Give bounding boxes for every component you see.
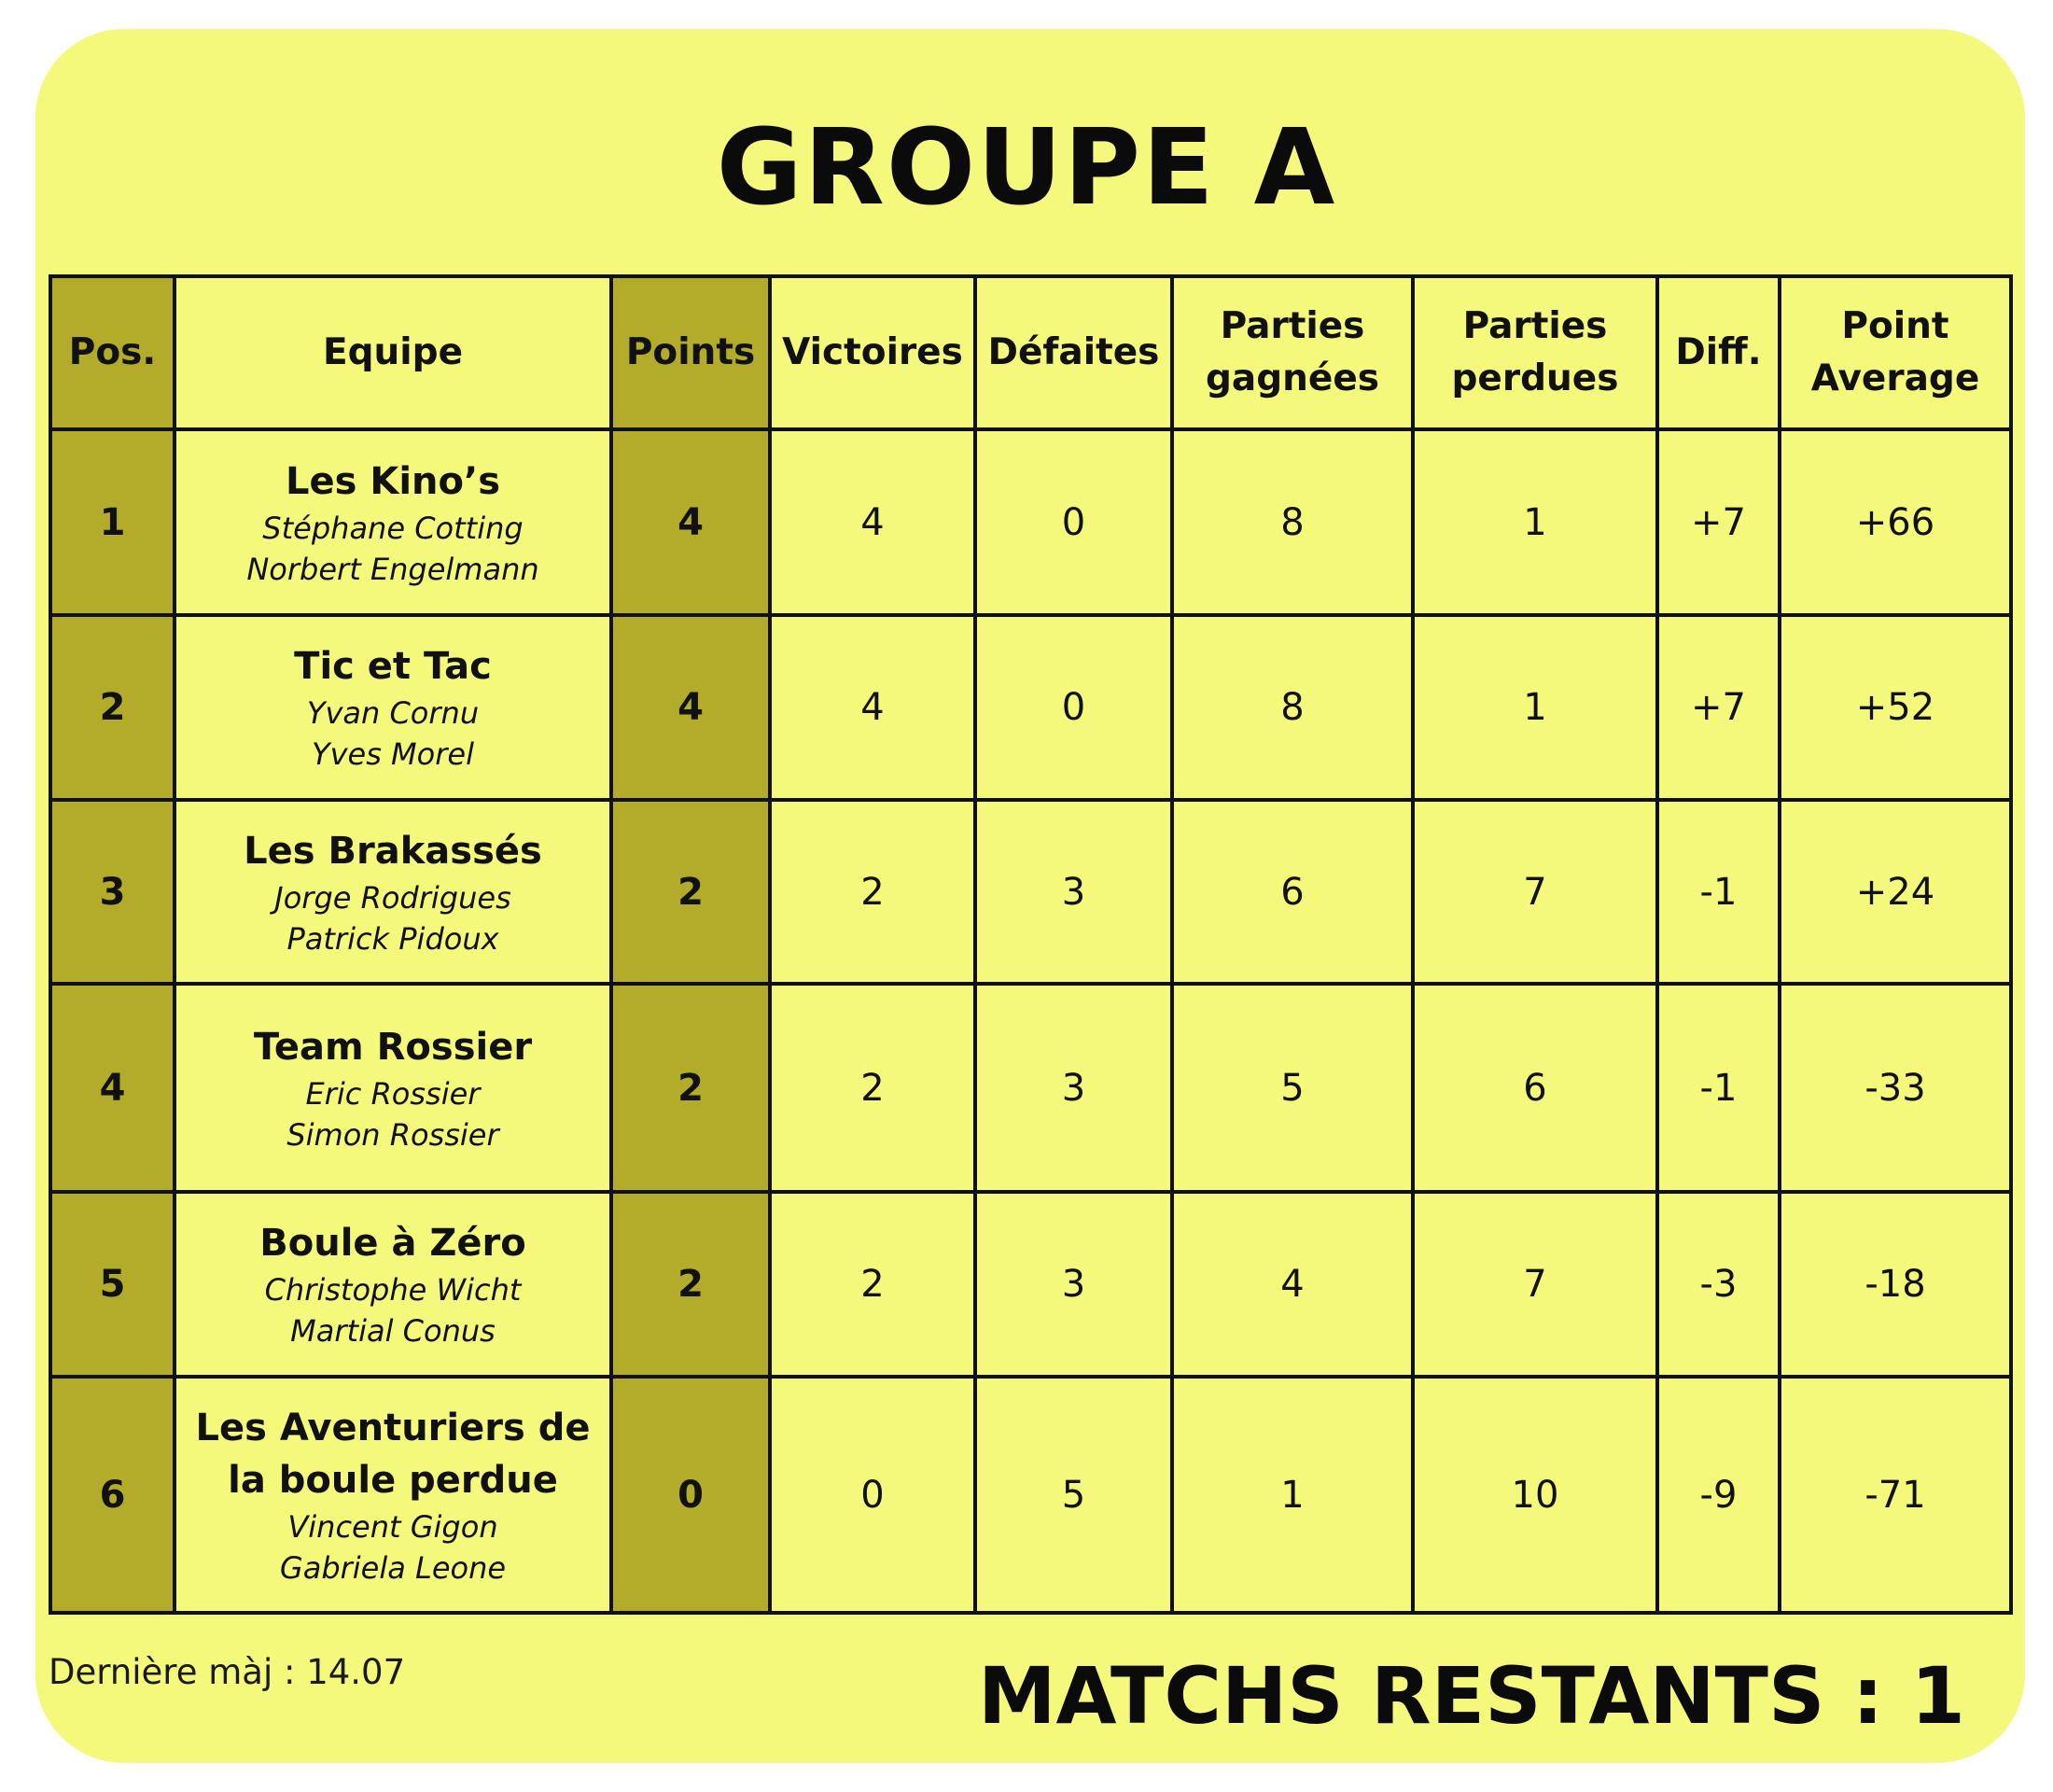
row-games-lost: 1 (1413, 615, 1657, 800)
player-name: Gabriela Leone (279, 1549, 507, 1586)
row-losses: 0 (975, 429, 1172, 615)
row-wins: 4 (770, 615, 975, 800)
row-team (175, 1377, 611, 1613)
row-point-average: -18 (1780, 1192, 2011, 1377)
header-point-average (1780, 276, 2011, 429)
row-wins: 4 (770, 429, 975, 615)
row-wins: 0 (770, 1377, 975, 1613)
page-title: GROUPE A (716, 107, 1337, 229)
row-diff: +7 (1657, 429, 1780, 615)
row-points: 4 (611, 615, 770, 800)
row-games-lost: 7 (1413, 1192, 1657, 1377)
row-points: 2 (611, 984, 770, 1192)
row-point-average: -71 (1780, 1377, 2011, 1613)
row-pos: 1 (50, 429, 175, 615)
row-games-won: 8 (1172, 429, 1413, 615)
row-games-lost: 10 (1413, 1377, 1657, 1613)
team-name: Les Aventuriers de la boule perdue (195, 1406, 591, 1502)
player-name: Eric Rossier (305, 1075, 481, 1112)
table-row (50, 1377, 2011, 1613)
last-update-text: Dernière màj : 14.07 (49, 1652, 406, 1692)
header-pos: Pos. (50, 276, 175, 429)
row-team (175, 800, 611, 984)
row-team (175, 984, 611, 1192)
player-name: Christophe Wicht (264, 1272, 522, 1308)
row-wins: 2 (770, 984, 975, 1192)
header-team: Equipe (175, 276, 611, 429)
row-points: 0 (611, 1377, 770, 1613)
header-games-won-line1: Parties (1220, 305, 1365, 347)
team-name: Les Brakassés (244, 829, 542, 873)
row-diff: -9 (1657, 1377, 1780, 1613)
header-diff: Diff. (1657, 276, 1780, 429)
table-row (50, 1192, 2011, 1377)
standings-table (49, 274, 2013, 1615)
row-pos: 4 (50, 984, 175, 1192)
player-name: Vincent Gigon (287, 1508, 498, 1545)
row-pos: 2 (50, 615, 175, 800)
row-team (175, 429, 611, 615)
header-games-lost-line2: perdues (1451, 357, 1619, 399)
row-games-lost: 7 (1413, 800, 1657, 984)
table-row (50, 800, 2011, 984)
header-games-lost (1413, 276, 1657, 429)
player-name: Norbert Engelmann (246, 551, 539, 587)
row-games-lost: 1 (1413, 429, 1657, 615)
row-wins: 2 (770, 1192, 975, 1377)
row-diff: -1 (1657, 800, 1780, 984)
row-diff: -1 (1657, 984, 1780, 1192)
team-name: Boule à Zéro (259, 1222, 526, 1265)
player-name: Simon Rossier (286, 1116, 499, 1153)
row-point-average: +52 (1780, 615, 2011, 800)
row-team (175, 615, 611, 800)
row-games-won: 6 (1172, 800, 1413, 984)
row-point-average: +66 (1780, 429, 2011, 615)
player-name: Stéphane Cotting (262, 510, 524, 546)
remaining-matches-text: MATCHS RESTANTS : 1 (977, 1650, 1965, 1742)
team-name: Tic et Tac (294, 645, 492, 688)
header-games-won-line2: gagnées (1205, 357, 1380, 399)
header-losses: Défaites (975, 276, 1172, 429)
player-name: Patrick Pidoux (286, 920, 499, 957)
header-point-average-line1: Point (1841, 305, 1949, 347)
row-points: 4 (611, 429, 770, 615)
row-losses: 0 (975, 615, 1172, 800)
team-name: Les Kino’s (285, 459, 501, 503)
row-point-average: -33 (1780, 984, 2011, 1192)
player-name: Yvan Cornu (306, 695, 480, 731)
row-games-won: 5 (1172, 984, 1413, 1192)
header-row (50, 276, 2011, 429)
player-name: Martial Conus (290, 1313, 496, 1349)
table-row (50, 429, 2011, 615)
row-games-won: 8 (1172, 615, 1413, 800)
row-games-won: 1 (1172, 1377, 1413, 1613)
table-row (50, 615, 2011, 800)
header-games-won (1172, 276, 1413, 429)
row-losses: 5 (975, 1377, 1172, 1613)
row-games-lost: 6 (1413, 984, 1657, 1192)
row-losses: 3 (975, 800, 1172, 984)
row-losses: 3 (975, 1192, 1172, 1377)
row-games-won: 4 (1172, 1192, 1413, 1377)
row-points: 2 (611, 800, 770, 984)
row-points: 2 (611, 1192, 770, 1377)
header-games-lost-line1: Parties (1462, 305, 1608, 347)
row-point-average: +24 (1780, 800, 2011, 984)
row-losses: 3 (975, 984, 1172, 1192)
team-name: Team Rossier (253, 1025, 533, 1069)
header-wins: Victoires (770, 276, 975, 429)
row-team (175, 1192, 611, 1377)
player-name: Jorge Rodrigues (274, 879, 511, 916)
row-pos: 5 (50, 1192, 175, 1377)
row-pos: 3 (50, 800, 175, 984)
table-row (50, 984, 2011, 1192)
row-diff: +7 (1657, 615, 1780, 800)
row-diff: -3 (1657, 1192, 1780, 1377)
row-wins: 2 (770, 800, 975, 984)
header-point-average-line2: Average (1810, 357, 1980, 399)
header-points: Points (611, 276, 770, 429)
row-pos: 6 (50, 1377, 175, 1613)
player-name: Yves Morel (312, 736, 474, 772)
